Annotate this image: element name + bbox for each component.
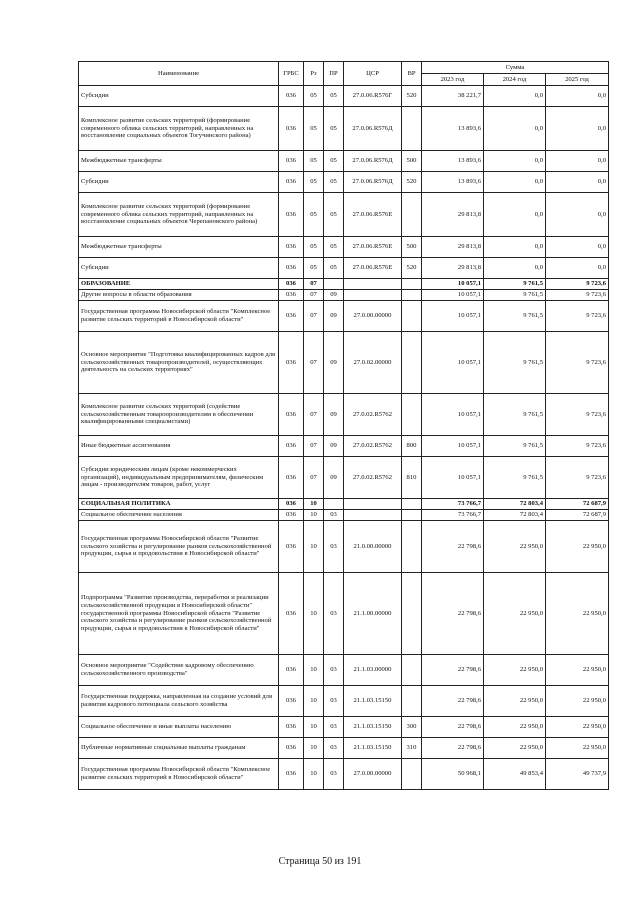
cell-pr: 05 bbox=[324, 151, 344, 172]
cell-vr: 310 bbox=[402, 738, 422, 759]
cell-name: Комплексное развитие сельских территорий (содействие сельскохозяйственным товаропроизводителям в обеспечении квалифицированными специалистами) bbox=[79, 394, 279, 436]
cell-grbs: 036 bbox=[279, 301, 304, 332]
cell-name: Иные бюджетные ассигнования bbox=[79, 436, 279, 457]
cell-name: Государственная программа Новосибирской области "Комплексное развитие сельских территорий в Новосибирской области" bbox=[79, 301, 279, 332]
cell-rz: 05 bbox=[304, 237, 324, 258]
col-header-csr: ЦСР bbox=[344, 62, 402, 86]
cell-2025: 9 723,6 bbox=[546, 436, 609, 457]
cell-name: Государственная программа Новосибирской области "Комплексное развитие сельских территорий в Новосибирской области" bbox=[79, 759, 279, 790]
cell-rz: 07 bbox=[304, 394, 324, 436]
cell-2023: 13 893,6 bbox=[422, 172, 484, 193]
cell-pr: 05 bbox=[324, 107, 344, 151]
cell-2024: 0,0 bbox=[484, 172, 546, 193]
cell-name: Другие вопросы в области образования bbox=[79, 290, 279, 301]
cell-2025: 22 950,0 bbox=[546, 655, 609, 686]
cell-grbs: 036 bbox=[279, 332, 304, 394]
cell-name: Субсидии юридическим лицам (кроме некоммерческих организаций), индивидуальным предпринимателям, физическим лицам - производителям товаров, работ, услуг bbox=[79, 457, 279, 499]
cell-pr bbox=[324, 279, 344, 290]
cell-grbs: 036 bbox=[279, 86, 304, 107]
table-row bbox=[79, 436, 609, 457]
cell-2024: 72 803,4 bbox=[484, 510, 546, 521]
cell-csr bbox=[344, 290, 402, 301]
cell-name: Государственная поддержка, направленная на создание условий для развития кадрового потенциала сельского хозяйства bbox=[79, 686, 279, 717]
table-row bbox=[79, 510, 609, 521]
cell-csr: 27.0.02.R5762 bbox=[344, 436, 402, 457]
cell-csr: 21.1.03.15150 bbox=[344, 738, 402, 759]
cell-grbs: 036 bbox=[279, 717, 304, 738]
cell-pr: 09 bbox=[324, 457, 344, 499]
cell-pr bbox=[324, 499, 344, 510]
cell-rz: 10 bbox=[304, 521, 324, 573]
cell-grbs: 036 bbox=[279, 573, 304, 655]
cell-csr: 27.0.06.R576Д bbox=[344, 151, 402, 172]
cell-vr bbox=[402, 510, 422, 521]
cell-2024: 9 761,5 bbox=[484, 436, 546, 457]
cell-2025: 22 950,0 bbox=[546, 521, 609, 573]
cell-2023: 29 813,8 bbox=[422, 258, 484, 279]
table-row bbox=[79, 172, 609, 193]
cell-rz: 07 bbox=[304, 457, 324, 499]
cell-2023: 29 813,8 bbox=[422, 193, 484, 237]
cell-2025: 0,0 bbox=[546, 86, 609, 107]
cell-name: Межбюджетные трансферты bbox=[79, 151, 279, 172]
cell-2024: 49 853,4 bbox=[484, 759, 546, 790]
cell-name: Основное мероприятие "Содействие кадровому обеспечению сельскохозяйственного производства" bbox=[79, 655, 279, 686]
cell-rz: 05 bbox=[304, 258, 324, 279]
cell-2023: 38 221,7 bbox=[422, 86, 484, 107]
cell-name: Комплексное развитие сельских территорий (формирование современного облика сельских территорий, направленных на восстановление социальных объектов Тогучинского района) bbox=[79, 107, 279, 151]
cell-pr: 05 bbox=[324, 237, 344, 258]
cell-name: Субсидии bbox=[79, 258, 279, 279]
cell-2024: 22 950,0 bbox=[484, 686, 546, 717]
col-header-name: Наименование bbox=[79, 62, 279, 86]
cell-rz: 10 bbox=[304, 573, 324, 655]
cell-name: Подпрограмма "Развитие производства, переработки и реализации сельскохозяйственной продукции в Новосибирской области" государственной программы Новосибирской области "Развитие сельского хозяйства и регулирование рынков сельскохозяйственной продукции, сырья и продовольствия в Новосибирской области" bbox=[79, 573, 279, 655]
cell-vr bbox=[402, 332, 422, 394]
cell-pr: 09 bbox=[324, 436, 344, 457]
cell-rz: 07 bbox=[304, 301, 324, 332]
cell-name: Субсидии bbox=[79, 86, 279, 107]
cell-csr: 21.1.03.15150 bbox=[344, 686, 402, 717]
cell-2024: 9 761,5 bbox=[484, 457, 546, 499]
cell-2023: 10 057,1 bbox=[422, 279, 484, 290]
cell-2023: 73 766,7 bbox=[422, 510, 484, 521]
cell-csr: 21.1.00.00000 bbox=[344, 573, 402, 655]
cell-pr: 05 bbox=[324, 258, 344, 279]
cell-2024: 9 761,5 bbox=[484, 279, 546, 290]
cell-rz: 10 bbox=[304, 655, 324, 686]
cell-pr: 03 bbox=[324, 759, 344, 790]
cell-vr: 520 bbox=[402, 258, 422, 279]
cell-2023: 22 798,6 bbox=[422, 573, 484, 655]
table-row bbox=[79, 151, 609, 172]
cell-grbs: 036 bbox=[279, 457, 304, 499]
cell-2024: 9 761,5 bbox=[484, 301, 546, 332]
cell-2025: 9 723,6 bbox=[546, 332, 609, 394]
cell-csr: 21.1.03.00000 bbox=[344, 655, 402, 686]
table-row bbox=[79, 686, 609, 717]
cell-2025: 22 950,0 bbox=[546, 717, 609, 738]
cell-rz: 07 bbox=[304, 332, 324, 394]
cell-pr: 05 bbox=[324, 86, 344, 107]
cell-name: Социальное обеспечение населения bbox=[79, 510, 279, 521]
cell-grbs: 036 bbox=[279, 759, 304, 790]
table-row bbox=[79, 521, 609, 573]
cell-2024: 0,0 bbox=[484, 258, 546, 279]
cell-2024: 22 950,0 bbox=[484, 573, 546, 655]
cell-2025: 22 950,0 bbox=[546, 686, 609, 717]
col-header-2025: 2025 год bbox=[546, 74, 609, 86]
cell-rz: 10 bbox=[304, 738, 324, 759]
table-row bbox=[79, 86, 609, 107]
cell-rz: 05 bbox=[304, 107, 324, 151]
cell-csr: 21.1.03.15150 bbox=[344, 717, 402, 738]
cell-csr: 27.0.02.R5762 bbox=[344, 394, 402, 436]
cell-2024: 9 761,5 bbox=[484, 290, 546, 301]
cell-grbs: 036 bbox=[279, 107, 304, 151]
page-number: Страница 50 из 191 bbox=[278, 856, 362, 867]
cell-2025: 0,0 bbox=[546, 193, 609, 237]
col-header-vr: ВР bbox=[402, 62, 422, 86]
table-row bbox=[79, 457, 609, 499]
budget-table bbox=[78, 61, 609, 790]
table-row bbox=[79, 290, 609, 301]
table-row bbox=[79, 655, 609, 686]
cell-2023: 22 798,6 bbox=[422, 521, 484, 573]
cell-csr: 27.0.06.R576Е bbox=[344, 193, 402, 237]
cell-vr bbox=[402, 759, 422, 790]
cell-csr: 27.0.06.R576Е bbox=[344, 237, 402, 258]
cell-2024: 22 950,0 bbox=[484, 717, 546, 738]
cell-pr: 03 bbox=[324, 573, 344, 655]
cell-2023: 73 766,7 bbox=[422, 499, 484, 510]
cell-grbs: 036 bbox=[279, 237, 304, 258]
cell-name: Публичные нормативные социальные выплаты гражданам bbox=[79, 738, 279, 759]
cell-pr: 03 bbox=[324, 655, 344, 686]
cell-2023: 10 057,1 bbox=[422, 394, 484, 436]
cell-2023: 10 057,1 bbox=[422, 332, 484, 394]
cell-csr: 27.0.06.R576Е bbox=[344, 258, 402, 279]
cell-csr: 21.0.00.00000 bbox=[344, 521, 402, 573]
cell-2024: 72 803,4 bbox=[484, 499, 546, 510]
cell-rz: 05 bbox=[304, 193, 324, 237]
cell-vr: 810 bbox=[402, 457, 422, 499]
cell-csr: 27.0.06.R576Г bbox=[344, 86, 402, 107]
cell-2023: 22 798,6 bbox=[422, 738, 484, 759]
cell-csr: 27.0.02.R5762 bbox=[344, 457, 402, 499]
cell-2025: 72 687,9 bbox=[546, 510, 609, 521]
cell-2024: 22 950,0 bbox=[484, 655, 546, 686]
cell-2024: 0,0 bbox=[484, 107, 546, 151]
cell-csr bbox=[344, 510, 402, 521]
cell-2025: 0,0 bbox=[546, 151, 609, 172]
cell-2023: 10 057,1 bbox=[422, 301, 484, 332]
cell-csr: 27.0.02.00000 bbox=[344, 332, 402, 394]
cell-grbs: 036 bbox=[279, 279, 304, 290]
cell-2025: 9 723,6 bbox=[546, 457, 609, 499]
cell-rz: 10 bbox=[304, 510, 324, 521]
table-row bbox=[79, 193, 609, 237]
cell-grbs: 036 bbox=[279, 172, 304, 193]
cell-2025: 72 687,9 bbox=[546, 499, 609, 510]
cell-rz: 07 bbox=[304, 279, 324, 290]
col-header-rz: Рз bbox=[304, 62, 324, 86]
cell-grbs: 036 bbox=[279, 686, 304, 717]
cell-vr bbox=[402, 394, 422, 436]
cell-2024: 22 950,0 bbox=[484, 738, 546, 759]
table-row bbox=[79, 332, 609, 394]
cell-2025: 22 950,0 bbox=[546, 738, 609, 759]
cell-2024: 0,0 bbox=[484, 86, 546, 107]
cell-pr: 03 bbox=[324, 686, 344, 717]
cell-2024: 0,0 bbox=[484, 151, 546, 172]
cell-csr: 27.0.00.00000 bbox=[344, 301, 402, 332]
col-header-pr: ПР bbox=[324, 62, 344, 86]
cell-rz: 10 bbox=[304, 759, 324, 790]
cell-vr: 300 bbox=[402, 717, 422, 738]
cell-2025: 9 723,6 bbox=[546, 279, 609, 290]
cell-name: Социальное обеспечение и иные выплаты населению bbox=[79, 717, 279, 738]
cell-2024: 9 761,5 bbox=[484, 394, 546, 436]
cell-2025: 9 723,6 bbox=[546, 290, 609, 301]
cell-name: Субсидии bbox=[79, 172, 279, 193]
table-row bbox=[79, 394, 609, 436]
cell-2023: 22 798,6 bbox=[422, 686, 484, 717]
cell-2024: 9 761,5 bbox=[484, 332, 546, 394]
cell-csr bbox=[344, 279, 402, 290]
cell-pr: 05 bbox=[324, 193, 344, 237]
cell-csr bbox=[344, 499, 402, 510]
cell-vr bbox=[402, 573, 422, 655]
cell-pr: 03 bbox=[324, 738, 344, 759]
cell-2024: 22 950,0 bbox=[484, 521, 546, 573]
table-row bbox=[79, 279, 609, 290]
cell-vr bbox=[402, 301, 422, 332]
cell-2023: 50 968,1 bbox=[422, 759, 484, 790]
cell-vr bbox=[402, 290, 422, 301]
cell-name: Комплексное развитие сельских территорий (формирование современного облика сельских территорий, направленных на восстановление социальных объектов Черепановского района) bbox=[79, 193, 279, 237]
cell-pr: 05 bbox=[324, 172, 344, 193]
cell-csr: 27.0.06.R576Д bbox=[344, 172, 402, 193]
cell-grbs: 036 bbox=[279, 394, 304, 436]
cell-pr: 09 bbox=[324, 290, 344, 301]
cell-vr bbox=[402, 499, 422, 510]
cell-rz: 10 bbox=[304, 499, 324, 510]
cell-vr: 800 bbox=[402, 436, 422, 457]
cell-vr bbox=[402, 279, 422, 290]
cell-vr: 520 bbox=[402, 172, 422, 193]
table-row bbox=[79, 759, 609, 790]
cell-pr: 09 bbox=[324, 332, 344, 394]
cell-vr: 500 bbox=[402, 237, 422, 258]
cell-rz: 07 bbox=[304, 436, 324, 457]
cell-grbs: 036 bbox=[279, 738, 304, 759]
cell-vr bbox=[402, 686, 422, 717]
cell-csr: 27.0.00.00000 bbox=[344, 759, 402, 790]
table-row bbox=[79, 107, 609, 151]
col-header-sum: Сумма bbox=[422, 62, 609, 74]
cell-2023: 22 798,6 bbox=[422, 655, 484, 686]
cell-grbs: 036 bbox=[279, 151, 304, 172]
cell-grbs: 036 bbox=[279, 655, 304, 686]
cell-rz: 07 bbox=[304, 290, 324, 301]
table-body bbox=[79, 86, 609, 790]
cell-rz: 05 bbox=[304, 86, 324, 107]
cell-grbs: 036 bbox=[279, 193, 304, 237]
cell-2025: 49 737,9 bbox=[546, 759, 609, 790]
cell-pr: 03 bbox=[324, 510, 344, 521]
table-row bbox=[79, 573, 609, 655]
cell-2024: 0,0 bbox=[484, 193, 546, 237]
cell-csr: 27.0.06.R576Д bbox=[344, 107, 402, 151]
cell-vr bbox=[402, 107, 422, 151]
cell-rz: 05 bbox=[304, 172, 324, 193]
cell-2023: 10 057,1 bbox=[422, 457, 484, 499]
cell-2025: 9 723,6 bbox=[546, 301, 609, 332]
cell-name: Основное мероприятие "Подготовка квалифицированных кадров для сельскохозяйственных товаропроизводителей, осуществляющих деятельность на сельских территориях" bbox=[79, 332, 279, 394]
cell-vr bbox=[402, 655, 422, 686]
cell-vr bbox=[402, 521, 422, 573]
cell-2024: 0,0 bbox=[484, 237, 546, 258]
cell-name: Государственная программа Новосибирской области "Развитие сельского хозяйства и регулирование рынков сельскохозяйственной продукции, сырья и продовольствия в Новосибирской области" bbox=[79, 521, 279, 573]
cell-vr: 500 bbox=[402, 151, 422, 172]
cell-2025: 9 723,6 bbox=[546, 394, 609, 436]
cell-2023: 10 057,1 bbox=[422, 436, 484, 457]
cell-pr: 03 bbox=[324, 521, 344, 573]
cell-2023: 10 057,1 bbox=[422, 290, 484, 301]
cell-rz: 05 bbox=[304, 151, 324, 172]
cell-2023: 13 893,6 bbox=[422, 151, 484, 172]
cell-rz: 10 bbox=[304, 717, 324, 738]
cell-name: Межбюджетные трансферты bbox=[79, 237, 279, 258]
cell-grbs: 036 bbox=[279, 510, 304, 521]
cell-2025: 0,0 bbox=[546, 258, 609, 279]
cell-pr: 03 bbox=[324, 717, 344, 738]
col-header-grbs: ГРБС bbox=[279, 62, 304, 86]
cell-name: ОБРАЗОВАНИЕ bbox=[79, 279, 279, 290]
cell-2023: 13 893,6 bbox=[422, 107, 484, 151]
cell-rz: 10 bbox=[304, 686, 324, 717]
table-row bbox=[79, 738, 609, 759]
cell-2025: 0,0 bbox=[546, 237, 609, 258]
table-row bbox=[79, 499, 609, 510]
cell-pr: 09 bbox=[324, 301, 344, 332]
cell-grbs: 036 bbox=[279, 499, 304, 510]
table-row bbox=[79, 258, 609, 279]
header-row bbox=[79, 62, 609, 74]
cell-2025: 0,0 bbox=[546, 107, 609, 151]
cell-grbs: 036 bbox=[279, 258, 304, 279]
cell-grbs: 036 bbox=[279, 436, 304, 457]
cell-pr: 09 bbox=[324, 394, 344, 436]
cell-2025: 22 950,0 bbox=[546, 573, 609, 655]
cell-2023: 22 798,6 bbox=[422, 717, 484, 738]
table-row bbox=[79, 717, 609, 738]
cell-grbs: 036 bbox=[279, 290, 304, 301]
table-row bbox=[79, 237, 609, 258]
cell-name: СОЦИАЛЬНАЯ ПОЛИТИКА bbox=[79, 499, 279, 510]
table-row bbox=[79, 301, 609, 332]
cell-vr bbox=[402, 193, 422, 237]
cell-vr: 520 bbox=[402, 86, 422, 107]
cell-2025: 0,0 bbox=[546, 172, 609, 193]
cell-grbs: 036 bbox=[279, 521, 304, 573]
col-header-2024: 2024 год bbox=[484, 74, 546, 86]
col-header-2023: 2023 год bbox=[422, 74, 484, 86]
cell-2023: 29 813,8 bbox=[422, 237, 484, 258]
